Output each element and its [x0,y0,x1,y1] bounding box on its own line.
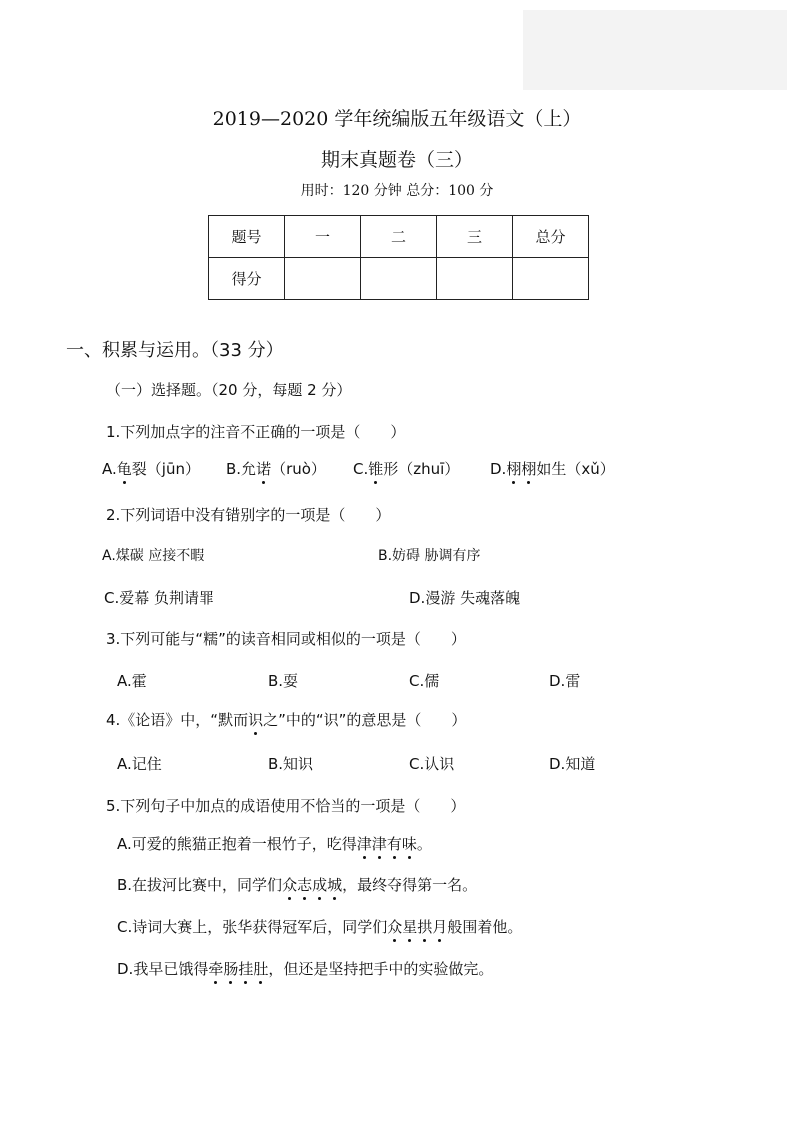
dotted-char: 栩 [506,460,522,478]
dotted-char: 津 [356,835,372,853]
dotted-char: 津 [371,835,387,853]
option-prefix: B.允 [226,460,257,478]
q2-option-a: A.煤碳 应接不暇 [102,548,205,564]
question-3-stem: 3.下列可能与“糯”的读音相同或相似的一项是（ ） [106,630,466,648]
q5-option-c [117,916,522,937]
table-cell: 得分 [209,258,285,300]
dotted-char: 有 [386,835,402,853]
option-prefix: C. [353,460,369,478]
q5-option-b [117,874,477,895]
blank-header-box [523,10,787,90]
option-text: A.可爱的熊猫正抱着一根竹子，吃得 [117,835,357,853]
q2-option-b: B.妨碍 胁调有序 [378,548,481,564]
option-prefix: D. [490,460,507,478]
q1-option-c [353,458,459,479]
dotted-char: 肠 [223,960,239,978]
option-prefix: A. [102,460,117,478]
dotted-char: 成 [312,876,328,894]
subsection-heading: （一）选择题。（20 分，每题 2 分） [106,381,352,399]
score-table-score-row [209,258,589,300]
score-cell-1[interactable] [285,258,361,300]
score-table-header-row [209,216,589,258]
dotted-char: 众 [387,918,403,936]
score-cell-2[interactable] [361,258,437,300]
q3-option-d: D.雷 [549,672,581,690]
option-text: 。 [416,835,432,853]
dotted-char: 星 [402,918,418,936]
q1-option-d [490,458,615,479]
score-cell-total[interactable] [513,258,589,300]
section-heading: 一、积累与运用。（33 分） [66,340,284,361]
q2-option-d: D.漫游 失魂落魄 [409,589,521,607]
option-text: C.诗词大赛上，张华获得冠军后，同学们 [117,918,388,936]
score-table [208,215,589,300]
stem-text: 之”中的“识”的意思是（ ） [263,711,467,729]
q5-option-d [117,958,493,979]
q1-option-a [102,458,200,479]
dotted-char: 城 [327,876,343,894]
question-5-stem: 5.下列句子中加点的成语使用不恰当的一项是（ ） [106,797,466,815]
q5-option-a [117,833,432,854]
dotted-char: 诺 [256,460,272,478]
option-text: 裂（jūn） [131,460,200,478]
table-cell: 题号 [209,216,285,258]
score-cell-3[interactable] [437,258,513,300]
dotted-char: 锥 [368,460,384,478]
option-text: 形（zhuī） [383,460,460,478]
q4-option-d: D.知道 [549,755,596,773]
option-text: D.我早已饿得 [117,960,209,978]
dotted-char: 栩 [521,460,537,478]
q3-option-c: C.儒 [409,672,440,690]
q2-option-c: C.爱幕 负荆请罪 [104,589,215,607]
dotted-char: 识 [248,711,264,729]
dotted-char: 牵 [208,960,224,978]
table-cell: 三 [437,216,513,258]
dotted-char: 龟 [116,460,132,478]
exam-subtitle: 用时：120 分钟 总分：100 分 [300,183,494,199]
option-text: （ruò） [271,460,326,478]
option-text: B.在拔河比赛中，同学们 [117,876,283,894]
option-text: ，但还是坚持把手中的实验做完。 [268,960,494,978]
dotted-char: 味 [401,835,417,853]
dotted-char: 挂 [238,960,254,978]
q4-option-c: C.认识 [409,755,455,773]
dotted-char: 众 [282,876,298,894]
exam-title-line1: 2019—2020 学年统编版五年级语文（上） [212,108,582,130]
dotted-char: 志 [297,876,313,894]
exam-title-line2: 期末真题卷（三） [320,149,473,171]
stem-text: 4.《论语》中，“默而 [106,711,249,729]
question-4-stem [106,709,466,730]
dotted-char: 月 [432,918,448,936]
table-cell: 二 [361,216,437,258]
table-cell: 总分 [513,216,589,258]
q4-option-a: A.记住 [117,755,162,773]
option-text: 般围着他。 [447,918,523,936]
table-cell: 一 [285,216,361,258]
question-1-stem: 1.下列加点字的注音不正确的一项是（ ） [106,423,406,441]
dotted-char: 肚 [253,960,269,978]
q3-option-a: A.霍 [117,672,147,690]
q1-option-b [226,458,326,479]
q3-option-b: B.耍 [268,672,299,690]
option-text: ，最终夺得第一名。 [342,876,478,894]
dotted-char: 拱 [417,918,433,936]
question-2-stem: 2.下列词语中没有错别字的一项是（ ） [106,506,391,524]
q4-option-b: B.知识 [268,755,314,773]
option-text: 如生（xǔ） [536,460,615,478]
